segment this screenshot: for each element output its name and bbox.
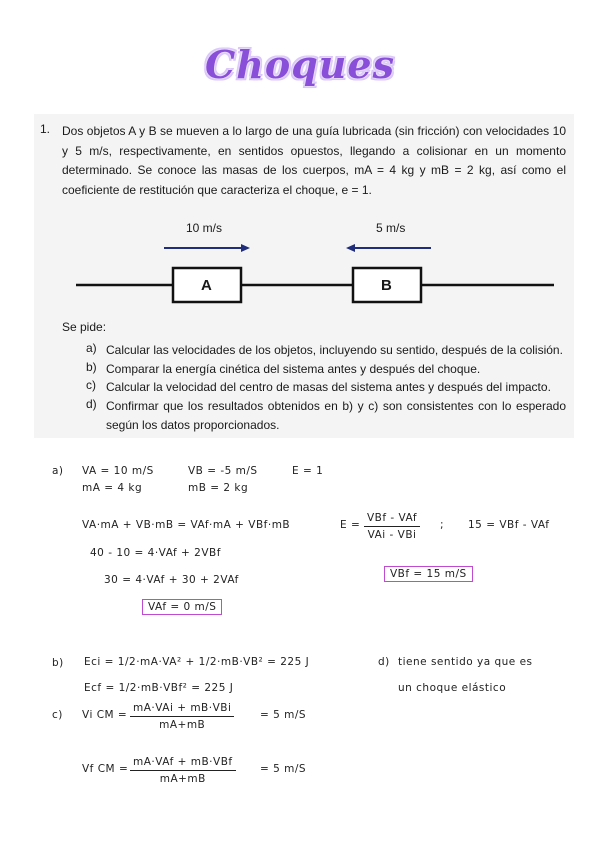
item-a-letter: a) — [86, 341, 97, 355]
hw-vf-fraction — [130, 756, 236, 785]
item-b-letter: b) — [86, 360, 97, 374]
hw-vf-den: mA+mB — [159, 773, 206, 785]
hw-vf-result: = 5 m/S — [260, 763, 307, 775]
arrow-b-head — [346, 244, 355, 252]
collision-diagram — [60, 210, 570, 310]
hw-c-label: c) — [52, 709, 63, 721]
hw-vbf-result: VBf = 15 m/S — [384, 566, 473, 582]
hw-vi-num: mA·VAi + mB·VBi — [130, 702, 234, 717]
arrow-a-head — [241, 244, 250, 252]
hw-e-result: 15 = VBf - VAf — [468, 519, 550, 531]
speed-b-label: 5 m/s — [376, 221, 406, 235]
item-c-text: Calcular la velocidad del centro de masas del sistema antes y después del impacto. — [106, 380, 551, 394]
hw-mb: mB = 2 kg — [188, 482, 249, 494]
hw-ecf: Ecf = 1/2·mB·VBf² = 225 J — [84, 682, 234, 694]
item-d-letter: d) — [86, 397, 97, 411]
hw-vf-num: mA·VAf + mB·VBf — [130, 756, 236, 771]
page-title: Choques — [205, 42, 395, 87]
item-c-letter: c) — [86, 378, 96, 392]
hw-b-label: b) — [52, 657, 64, 669]
item-b-text: Comparar la energía cinética del sistema antes y después del choque. — [106, 362, 481, 376]
hw-vb: VB = -5 m/S — [188, 465, 258, 477]
block-b-label: B — [381, 277, 392, 294]
hw-e-fraction — [364, 512, 420, 541]
hw-vi-cm: Vi CM = — [82, 709, 128, 721]
hw-vaf-result: VAf = 0 m/S — [142, 599, 222, 615]
hw-vf-cm: Vf CM = — [82, 763, 129, 775]
hw-d-label: d) — [378, 656, 390, 668]
hw-e-den: VAi - VBi — [367, 529, 417, 541]
se-pide-heading: Se pide: — [62, 320, 107, 334]
hw-d-line1: tiene sentido ya que es — [398, 656, 533, 668]
hw-vi-result: = 5 m/S — [260, 709, 307, 721]
speed-a-label: 10 m/s — [186, 221, 223, 235]
hw-ma: mA = 4 kg — [82, 482, 143, 494]
hw-d-line2: un choque elástico — [398, 682, 507, 694]
hw-e-num: VBf - VAf — [364, 512, 420, 527]
hw-momentum: VA·mA + VB·mB = VAf·mA + VBf·mB — [82, 519, 291, 531]
hw-e-sep: ; — [440, 519, 445, 531]
item-a-text: Calcular las velocidades de los objetos, incluyendo su sentido, después de la colisión. — [106, 343, 563, 357]
problem-statement: Dos objetos A y B se mueven a lo largo de una guía lubricada (sin fricción) con velocidades 10 y 5 m/s, respectivamente, en sentidos opuestos, llegando a colisionar en un momento determinado. Se conoce las masas de los cuerpos, mA = 4 kg y mB = 2 kg, así como el coeficiente de restitución que caracteriza el choque, e = 1. — [62, 124, 566, 197]
hw-e-lhs: E = — [340, 519, 361, 531]
problem-number: 1. — [40, 122, 51, 136]
item-d-text: Confirmar que los resultados obtenidos en b) y c) son consistentes con lo esperado según los datos proporcionados. — [106, 399, 566, 432]
block-a-label: A — [201, 277, 212, 294]
hw-step2: 30 = 4·VAf + 30 + 2VAf — [104, 574, 239, 586]
hw-vi-den: mA+mB — [159, 719, 206, 731]
hw-a-label: a) — [52, 465, 64, 477]
hw-e: E = 1 — [292, 465, 324, 477]
hw-step1: 40 - 10 = 4·VAf + 2VBf — [90, 547, 221, 559]
hw-va: VA = 10 m/S — [82, 465, 154, 477]
hw-vi-fraction — [130, 702, 234, 731]
hw-eci: Eci = 1/2·mA·VA² + 1/2·mB·VB² = 225 J — [84, 656, 310, 668]
